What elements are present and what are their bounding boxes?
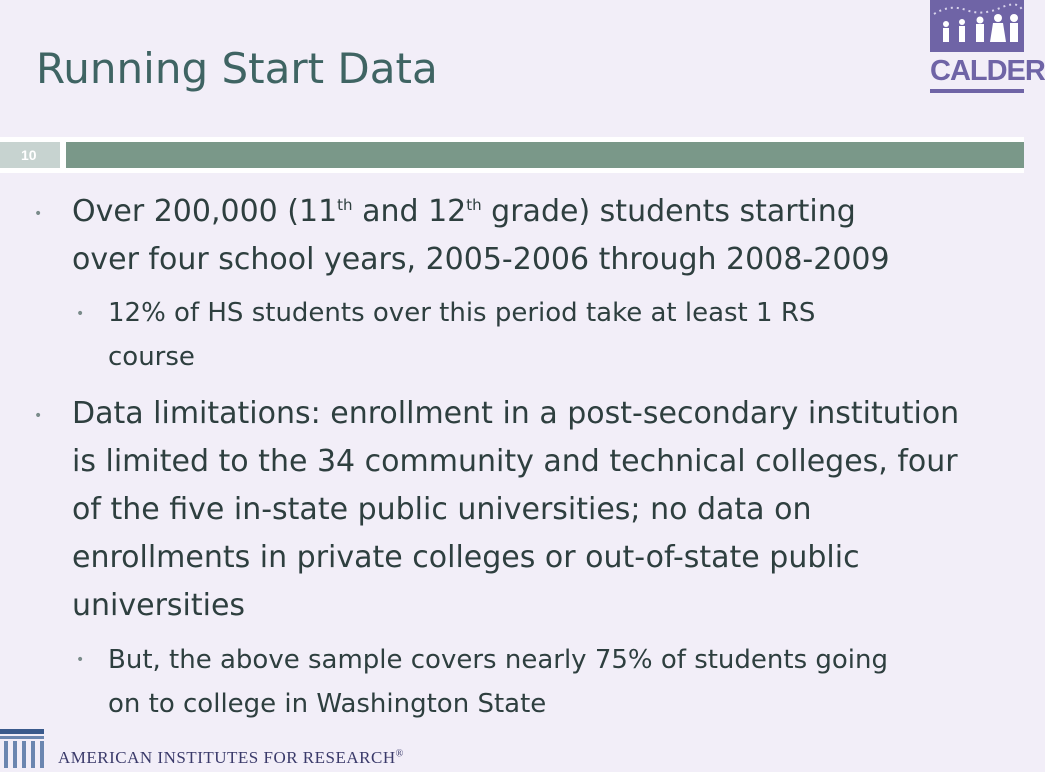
air-building-icon	[0, 725, 46, 768]
sub-bullet-2: But, the above sample covers nearly 75% of students going on to college in Washington State	[108, 645, 889, 719]
people-icon	[930, 0, 1024, 52]
bullet-2: Data limitations: enrollment in a post-secondary institution is limited to the 34 community and technical colleges, four of the five in-state public universities; no data on enrollments in private colleges or out-of-state public universities	[72, 396, 960, 623]
slide-number: 10	[0, 142, 60, 168]
bullet-1-line-1: Over 200,000 (11th and 12th grade) students starting	[72, 194, 856, 229]
sub-bullet-1: 12% of HS students over this period take at least 1 RS course	[108, 298, 816, 372]
footer-organization: AMERICAN INSTITUTES FOR RESEARCH®	[58, 748, 404, 767]
bullet-1	[72, 188, 1002, 284]
bullet-1-line-2: over four school years, 2005-2006 through 2008-2009	[72, 242, 890, 277]
bullet-dot: •	[34, 408, 43, 424]
calder-logo	[930, 0, 1045, 94]
logo-text: CALDER	[930, 55, 1045, 87]
header-bar	[66, 142, 1024, 168]
sub-bullet-dot: •	[76, 652, 85, 668]
bullet-dot: •	[34, 206, 43, 222]
sub-bullet-dot: •	[76, 306, 85, 322]
logo-underline	[930, 89, 1024, 93]
slide-title: Running Start Data	[36, 44, 438, 93]
